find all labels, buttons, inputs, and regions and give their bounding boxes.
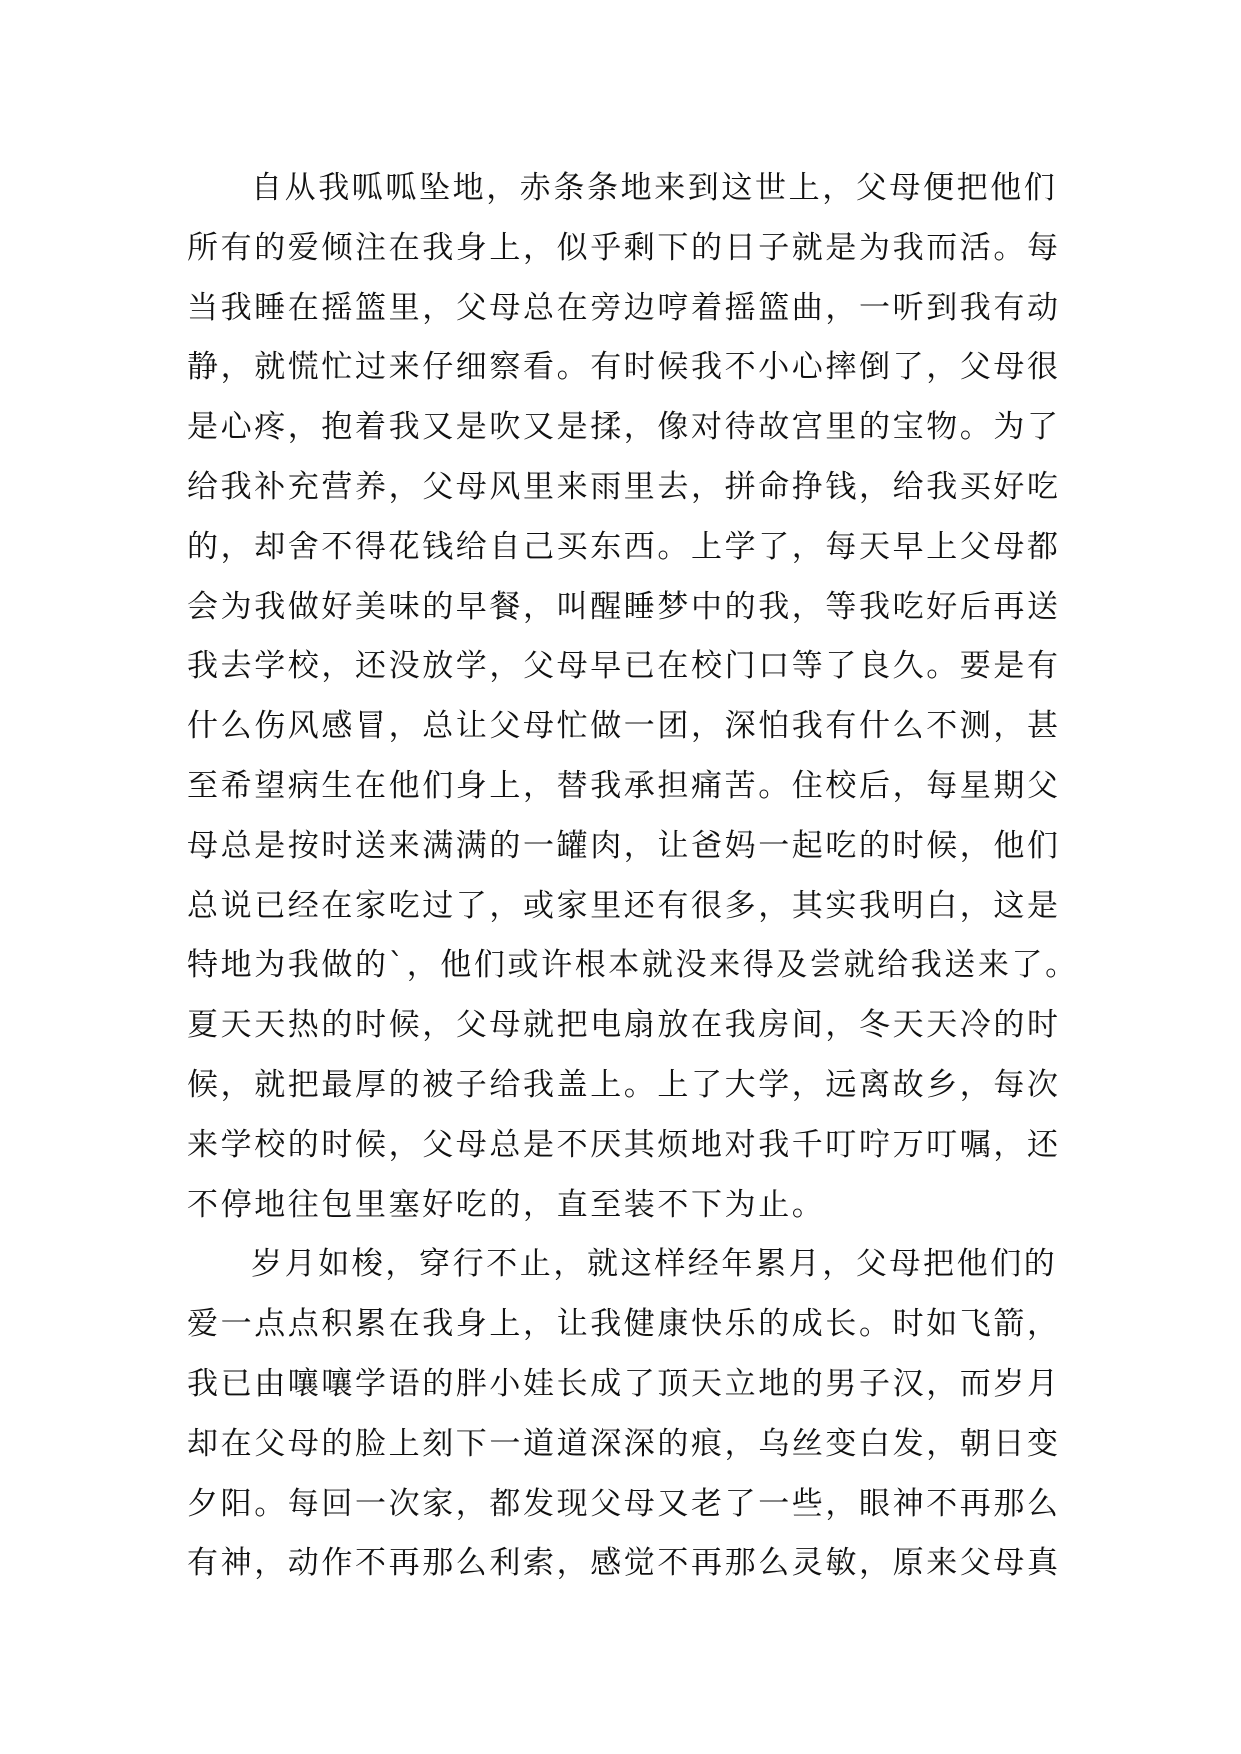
paragraph-1 <box>187 159 1079 1235</box>
text-line: 我已由嚷嚷学语的胖小娃长成了顶天立地的男子汉，而岁月 <box>187 1365 1061 1402</box>
text-line: 不停地往包里塞好吃的，直至装不下为止。 <box>187 1186 826 1223</box>
text-line: 什么伤风感冒，总让父母忙做一团，深怕我有什么不测，甚 <box>187 708 1061 745</box>
text-line: 候，就把最厚的被子给我盖上。上了大学，远离故乡，每次 <box>187 1066 1061 1103</box>
text-line: 总说已经在家吃过了，或家里还有很多，其实我明白，这是 <box>187 887 1061 924</box>
text-line: 来学校的时候，父母总是不厌其烦地对我千叮咛万叮嘱，还 <box>187 1126 1061 1163</box>
text-line: 爱一点点积累在我身上，让我健康快乐的成长。时如飞箭， <box>187 1306 1061 1343</box>
text-line: 夏天天热的时候，父母就把电扇放在我房间，冬天天冷的时 <box>187 1007 1061 1044</box>
text-line: 当我睡在摇篮里，父母总在旁边哼着摇篮曲，一听到我有动 <box>187 289 1061 326</box>
text-line: 给我补充营养，父母风里来雨里去，拼命挣钱，给我买好吃 <box>187 468 1061 505</box>
text-line: 所有的爱倾注在我身上，似乎剩下的日子就是为我而活。每 <box>187 229 1061 266</box>
text-line: 却在父母的脸上刻下一道道深深的痕，乌丝变白发，朝日变 <box>187 1425 1061 1462</box>
text-line: 是心疼，抱着我又是吹又是揉，像对待故宫里的宝物。为了 <box>187 409 1061 446</box>
text-line: 有神，动作不再那么利索，感觉不再那么灵敏，原来父母真 <box>187 1545 1061 1582</box>
text-line: 自从我呱呱坠地，赤条条地来到这世上，父母便把他们 <box>251 170 1058 206</box>
text-line: 静，就慌忙过来仔细察看。有时候我不小心摔倒了，父母很 <box>187 349 1061 386</box>
text-line: 母总是按时送来满满的一罐肉，让爸妈一起吃的时候，他们 <box>187 827 1061 864</box>
text-line: 我去学校，还没放学，父母早已在校门口等了良久。要是有 <box>187 648 1061 685</box>
text-line: 岁月如梭，穿行不止，就这样经年累月，父母把他们的 <box>251 1246 1058 1283</box>
paragraph-2 <box>187 1235 1067 1594</box>
body-text <box>187 159 1079 1594</box>
text-line: 至希望病生在他们身上，替我承担痛苦。住校后，每星期父 <box>187 767 1061 804</box>
text-line: 的，却舍不得花钱给自己买东西。上学了，每天早上父母都 <box>187 528 1061 565</box>
text-line: 夕阳。每回一次家，都发现父母又老了一些，眼神不再那么 <box>187 1485 1061 1522</box>
text-line: 会为我做好美味的早餐，叫醒睡梦中的我，等我吃好后再送 <box>187 588 1061 625</box>
text-line: 特地为我做的`，他们或许根本就没来得及尝就给我送来了。 <box>187 947 1079 984</box>
